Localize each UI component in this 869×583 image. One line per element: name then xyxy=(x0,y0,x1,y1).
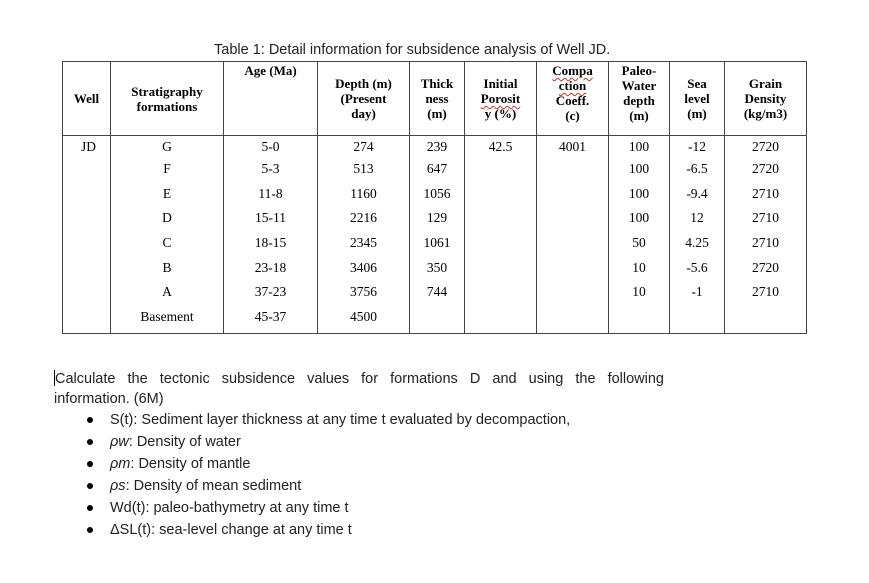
cell-age: 45-37 xyxy=(224,308,318,333)
bullet-icon xyxy=(87,527,93,533)
cell-formation: A xyxy=(111,283,224,308)
cell-grain-density: 2710 xyxy=(725,234,807,259)
cell-sea-level: 12 xyxy=(670,209,725,234)
cell-initial-porosity xyxy=(465,308,537,333)
definition-symbol: ρm xyxy=(110,456,131,472)
header-initial-porosity: Initial Porosit y (%) xyxy=(465,62,537,136)
cell-paleo-depth: 100 xyxy=(609,185,670,210)
cell-formation: Basement xyxy=(111,308,224,333)
table-row xyxy=(63,185,807,210)
cell-depth: 3406 xyxy=(318,259,410,284)
cell-depth: 513 xyxy=(318,160,410,185)
cell-initial-porosity: 42.5 xyxy=(465,136,537,161)
cell-age: 11-8 xyxy=(224,185,318,210)
cell-formation: C xyxy=(111,234,224,259)
cell-depth: 1160 xyxy=(318,185,410,210)
cell-age: 18-15 xyxy=(224,234,318,259)
cell-compaction-coeff xyxy=(537,160,609,185)
cell-paleo-depth xyxy=(609,308,670,333)
definition-text: : Density of mantle xyxy=(130,456,251,472)
cell-grain-density: 2720 xyxy=(725,259,807,284)
cell-formation: E xyxy=(111,185,224,210)
question-block xyxy=(54,369,664,541)
cell-thickness xyxy=(410,308,465,333)
cell-paleo-depth: 100 xyxy=(609,209,670,234)
cell-paleo-depth: 100 xyxy=(609,160,670,185)
list-item xyxy=(54,453,664,475)
cell-well xyxy=(63,259,111,284)
cell-well xyxy=(63,234,111,259)
cell-depth: 3756 xyxy=(318,283,410,308)
bullet-icon xyxy=(87,505,93,511)
definition-symbol: S(t) xyxy=(110,412,134,428)
cell-compaction-coeff xyxy=(537,234,609,259)
cell-thickness: 239 xyxy=(410,136,465,161)
cell-depth: 2345 xyxy=(318,234,410,259)
bullet-icon xyxy=(87,483,93,489)
cell-thickness: 1061 xyxy=(410,234,465,259)
definition-text: : sea-level change at any time t xyxy=(151,522,352,538)
definition-symbol: ρw xyxy=(110,434,129,450)
header-paleo-water-depth: Paleo- Water depth (m) xyxy=(609,62,670,136)
subsidence-table xyxy=(62,61,807,334)
cell-sea-level: -9.4 xyxy=(670,185,725,210)
cell-initial-porosity xyxy=(465,185,537,210)
header-thickness: Thick ness (m) xyxy=(410,62,465,136)
cell-depth: 2216 xyxy=(318,209,410,234)
cell-compaction-coeff xyxy=(537,259,609,284)
cell-well xyxy=(63,160,111,185)
cell-sea-level: -12 xyxy=(670,136,725,161)
cell-well xyxy=(63,308,111,333)
cell-paleo-depth: 10 xyxy=(609,259,670,284)
cell-depth: 274 xyxy=(318,136,410,161)
cell-depth: 4500 xyxy=(318,308,410,333)
cell-compaction-coeff xyxy=(537,283,609,308)
cell-age: 15-11 xyxy=(224,209,318,234)
cell-grain-density: 2710 xyxy=(725,283,807,308)
list-item xyxy=(54,431,664,453)
bullet-icon xyxy=(87,439,93,445)
definition-text: : Density of water xyxy=(128,434,241,450)
cell-thickness: 129 xyxy=(410,209,465,234)
header-grain-density: Grain Density (kg/m3) xyxy=(725,62,807,136)
cell-thickness: 647 xyxy=(410,160,465,185)
cell-formation: G xyxy=(111,136,224,161)
cell-compaction-coeff xyxy=(537,209,609,234)
question-text[interactable]: Calculate the tectonic subsidence values for formations D and using the following information. (6M) xyxy=(54,371,664,407)
cell-initial-porosity xyxy=(465,234,537,259)
cell-paleo-depth: 10 xyxy=(609,283,670,308)
table-row xyxy=(63,209,807,234)
definition-symbol: ρs xyxy=(110,478,126,494)
cell-compaction-coeff xyxy=(537,308,609,333)
list-item xyxy=(54,475,664,497)
cell-grain-density: 2720 xyxy=(725,160,807,185)
cell-initial-porosity xyxy=(465,209,537,234)
header-age: Age (Ma) xyxy=(224,62,318,136)
table-row xyxy=(63,259,807,284)
definition-text: : Sediment layer thickness at any time t evaluated by decompaction, xyxy=(133,412,571,428)
cell-initial-porosity xyxy=(465,283,537,308)
cell-grain-density: 2710 xyxy=(725,185,807,210)
table-row xyxy=(63,160,807,185)
cell-sea-level: -1 xyxy=(670,283,725,308)
cell-initial-porosity xyxy=(465,259,537,284)
bullet-icon xyxy=(87,417,93,423)
cell-thickness: 350 xyxy=(410,259,465,284)
bullet-icon xyxy=(87,461,93,467)
table-row xyxy=(63,308,807,333)
list-item xyxy=(54,409,664,431)
cell-well xyxy=(63,283,111,308)
cell-compaction-coeff: 4001 xyxy=(537,136,609,161)
list-item xyxy=(54,497,664,519)
cell-age: 37-23 xyxy=(224,283,318,308)
cell-grain-density: 2710 xyxy=(725,209,807,234)
header-stratigraphy: Stratigraphy formations xyxy=(111,62,224,136)
cell-paleo-depth: 100 xyxy=(609,136,670,161)
definition-text: : Density of mean sediment xyxy=(125,478,302,494)
table-caption: Table 1: Detail information for subsidence analysis of Well JD. xyxy=(214,42,611,58)
cell-formation: F xyxy=(111,160,224,185)
cell-age: 5-3 xyxy=(224,160,318,185)
cell-age: 5-0 xyxy=(224,136,318,161)
table-row xyxy=(63,234,807,259)
cell-thickness: 744 xyxy=(410,283,465,308)
cell-thickness: 1056 xyxy=(410,185,465,210)
definition-text: : paleo-bathymetry at any time t xyxy=(145,500,349,516)
cell-sea-level: -6.5 xyxy=(670,160,725,185)
header-compaction-coeff: Compa ction Coeff. (c) xyxy=(537,62,609,136)
header-depth: Depth (m) (Present day) xyxy=(318,62,410,136)
cell-well xyxy=(63,209,111,234)
table-row xyxy=(63,136,807,161)
cell-age: 23-18 xyxy=(224,259,318,284)
cell-sea-level xyxy=(670,308,725,333)
header-row xyxy=(63,62,807,136)
cell-paleo-depth: 50 xyxy=(609,234,670,259)
header-well: Well xyxy=(63,62,111,136)
table-body xyxy=(63,136,807,334)
table-row xyxy=(63,283,807,308)
cell-grain-density xyxy=(725,308,807,333)
cell-initial-porosity xyxy=(465,160,537,185)
definitions-list xyxy=(54,409,664,541)
cell-sea-level: 4.25 xyxy=(670,234,725,259)
cell-sea-level: -5.6 xyxy=(670,259,725,284)
cell-well: JD xyxy=(63,136,111,161)
header-sea-level: Sea level (m) xyxy=(670,62,725,136)
cell-formation: B xyxy=(111,259,224,284)
cell-formation: D xyxy=(111,209,224,234)
definition-symbol: ΔSL(t) xyxy=(110,522,152,538)
list-item xyxy=(54,519,664,541)
cell-grain-density: 2720 xyxy=(725,136,807,161)
cell-compaction-coeff xyxy=(537,185,609,210)
definition-symbol: Wd(t) xyxy=(110,500,146,516)
cell-well xyxy=(63,185,111,210)
